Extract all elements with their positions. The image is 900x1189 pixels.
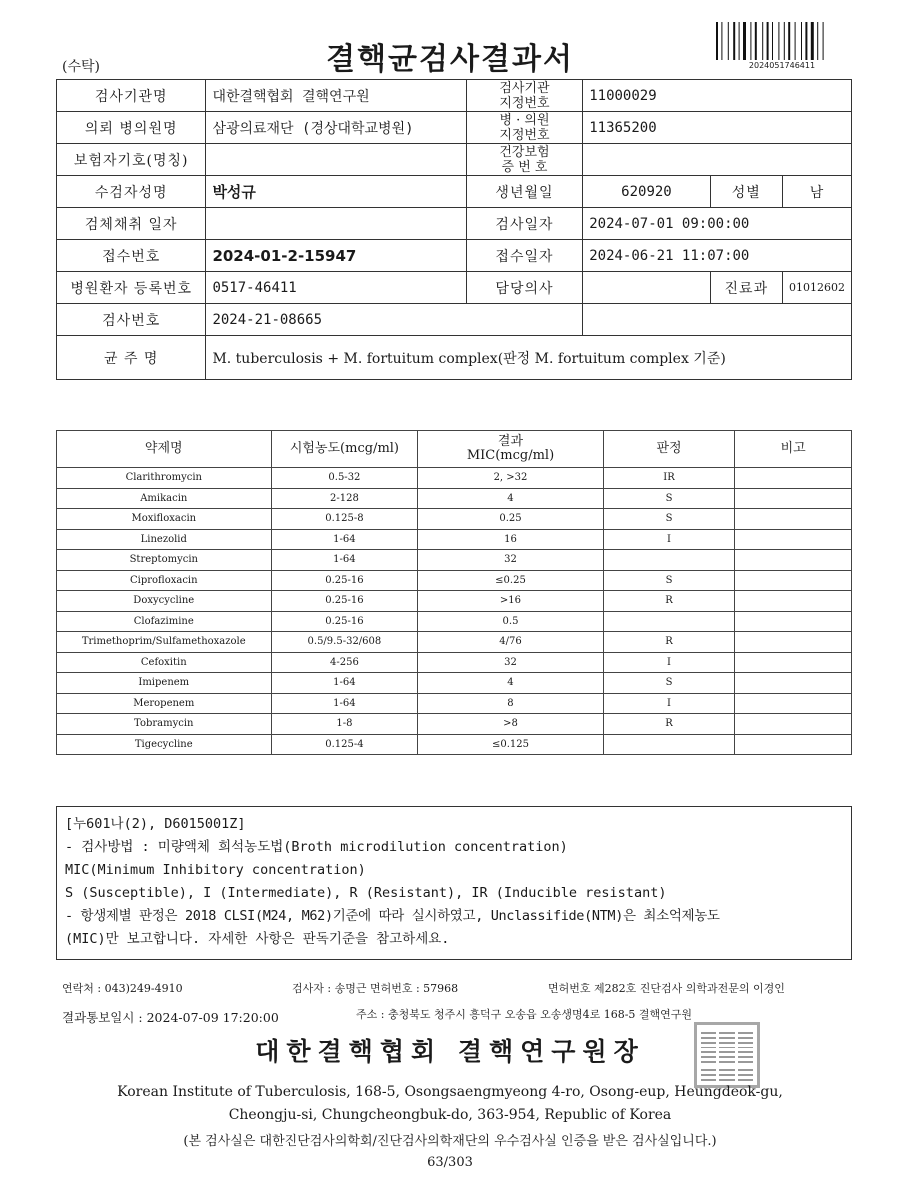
value-institution-code: 11000029 <box>583 80 852 112</box>
cell-interpretation: R <box>603 714 735 735</box>
label-receipt-date: 접수일자 <box>466 240 582 272</box>
cell-interpretation <box>603 734 735 755</box>
page-number: 63/303 <box>427 1155 473 1170</box>
cell-interpretation: R <box>603 632 735 653</box>
label-collection-date: 검체채취 일자 <box>57 208 206 240</box>
header-remarks: 비고 <box>735 431 852 468</box>
cell-interpretation: I <box>603 652 735 673</box>
header-concentration: 시험농도(mcg/ml) <box>271 431 418 468</box>
cell-remarks <box>735 529 852 550</box>
cell-interpretation: S <box>603 509 735 530</box>
cell-concentration: 1-8 <box>271 714 418 735</box>
cell-mic: 2, >32 <box>418 468 603 489</box>
table-row <box>57 570 852 591</box>
barcode <box>716 22 848 70</box>
info-row <box>57 176 852 208</box>
cell-remarks <box>735 591 852 612</box>
info-row <box>57 240 852 272</box>
cell-concentration: 0.25-16 <box>271 611 418 632</box>
cell-interpretation: R <box>603 591 735 612</box>
value-insurer <box>206 144 466 176</box>
cell-mic: >16 <box>418 591 603 612</box>
value-department: 01012602 <box>782 272 851 304</box>
susceptibility-table <box>56 430 852 755</box>
value-institution: 대한결핵협회 결핵연구원 <box>206 80 466 112</box>
label-receipt-number: 접수번호 <box>57 240 206 272</box>
cell-concentration: 0.125-4 <box>271 734 418 755</box>
cell-remarks <box>735 652 852 673</box>
examiner: 검사자 : 송명근 면허번호 : 57968 <box>292 982 459 995</box>
table-row <box>57 611 852 632</box>
cell-concentration: 0.5/9.5-32/608 <box>271 632 418 653</box>
cell-drug: Ciprofloxacin <box>57 570 272 591</box>
table-row <box>57 673 852 694</box>
barcode-graphic <box>716 22 848 60</box>
cell-drug: Clofazimine <box>57 611 272 632</box>
value-birthdate: 620920 <box>583 176 710 208</box>
cell-interpretation: S <box>603 673 735 694</box>
cell-remarks <box>735 570 852 591</box>
cell-mic: ≤0.125 <box>418 734 603 755</box>
label-patient-name: 수검자성명 <box>57 176 206 208</box>
cell-interpretation: S <box>603 570 735 591</box>
cell-drug: Amikacin <box>57 488 272 509</box>
cell-drug: Doxycycline <box>57 591 272 612</box>
value-test-date: 2024-07-01 09:00:00 <box>583 208 852 240</box>
value-insurance-number <box>583 144 852 176</box>
copy-mark: (수탁) <box>62 59 100 75</box>
table-row <box>57 509 852 530</box>
table-row <box>57 734 852 755</box>
info-row <box>57 80 852 112</box>
label-insurer: 보험자기호(명칭) <box>57 144 206 176</box>
table-row <box>57 468 852 489</box>
label-institution: 검사기관명 <box>57 80 206 112</box>
cell-concentration: 0.25-16 <box>271 570 418 591</box>
cell-mic: 8 <box>418 693 603 714</box>
cell-concentration: 4-256 <box>271 652 418 673</box>
cell-mic: 0.5 <box>418 611 603 632</box>
cell-remarks <box>735 714 852 735</box>
cell-mic: 4 <box>418 488 603 509</box>
cell-remarks <box>735 509 852 530</box>
value-strain-name: M. tuberculosis + M. fortuitum complex(판정 M. fortuitum complex 기준) <box>206 336 852 380</box>
info-row <box>57 112 852 144</box>
cell-concentration: 1-64 <box>271 673 418 694</box>
cell-concentration: 0.5-32 <box>271 468 418 489</box>
label-test-number: 검사번호 <box>57 304 206 336</box>
cell-remarks <box>735 734 852 755</box>
cell-drug: Cefoxitin <box>57 652 272 673</box>
table-row <box>57 632 852 653</box>
table-row <box>57 488 852 509</box>
cell-remarks <box>735 550 852 571</box>
cell-mic: 4/76 <box>418 632 603 653</box>
label-department: 진료과 <box>710 272 782 304</box>
table-row <box>57 591 852 612</box>
cell-remarks <box>735 673 852 694</box>
header-interpretation: 판정 <box>603 431 735 468</box>
header-drug: 약제명 <box>57 431 272 468</box>
table-row <box>57 652 852 673</box>
label-doctor: 담당의사 <box>466 272 582 304</box>
address-english-line1: Korean Institute of Tuberculosis, 168-5, Osongsaengmyeong 4-ro, Osong-eup, Heungdeok-gu, <box>117 1084 783 1100</box>
info-row <box>57 336 852 380</box>
barcode-number: 2024051746411 <box>748 61 816 70</box>
susceptibility-header-row <box>57 431 852 468</box>
cell-remarks <box>735 468 852 489</box>
label-registration-number: 병원환자 등록번호 <box>57 272 206 304</box>
note-line: S (Susceptible), I (Intermediate), R (Resistant), IR (Inducible resistant) <box>65 885 667 901</box>
table-row <box>57 714 852 735</box>
table-row <box>57 693 852 714</box>
cell-interpretation: I <box>603 693 735 714</box>
cell-concentration: 1-64 <box>271 693 418 714</box>
address-english-line2: Cheongju-si, Chungcheongbuk-do, 363-954, Republic of Korea <box>228 1107 672 1123</box>
cell-drug: Linezolid <box>57 529 272 550</box>
value-test-number: 2024-21-08665 <box>206 304 583 336</box>
value-collection-date <box>206 208 466 240</box>
value-referring-hospital: 삼광의료재단 (경상대학교병원) <box>206 112 466 144</box>
cell-concentration: 2-128 <box>271 488 418 509</box>
info-row <box>57 144 852 176</box>
cell-concentration: 1-64 <box>271 550 418 571</box>
label-birthdate: 생년월일 <box>466 176 582 208</box>
note-line: [누601나(2), D6015001Z] <box>65 816 246 832</box>
value-hospital-code: 11365200 <box>583 112 852 144</box>
specialist: 면허번호 제282호 진단검사 의학과전문의 이경인 <box>548 982 785 995</box>
value-registration-number: 0517-46411 <box>206 272 466 304</box>
certification-note: (본 검사실은 대한진단검사의학회/진단검사의학재단의 우수검사실 인증을 받은 검사실입니다.) <box>183 1134 717 1149</box>
label-institution-code: 검사기관 지정번호 <box>466 80 582 112</box>
cell-drug: Clarithromycin <box>57 468 272 489</box>
value-receipt-number: 2024-01-2-15947 <box>206 240 466 272</box>
table-row <box>57 550 852 571</box>
cell-mic: 0.25 <box>418 509 603 530</box>
cell-drug: Imipenem <box>57 673 272 694</box>
cell-remarks <box>735 693 852 714</box>
value-sex: 남 <box>782 176 851 208</box>
cell-interpretation <box>603 611 735 632</box>
cell-interpretation: IR <box>603 468 735 489</box>
cell-mic: 32 <box>418 652 603 673</box>
cell-mic: 4 <box>418 673 603 694</box>
label-sex: 성별 <box>710 176 782 208</box>
cell-interpretation: I <box>603 529 735 550</box>
info-row <box>57 272 852 304</box>
cell-mic: ≤0.25 <box>418 570 603 591</box>
note-line: (MIC)만 보고합니다. 자세한 사항은 판독기준을 참고하세요. <box>65 931 450 947</box>
value-receipt-date: 2024-06-21 11:07:00 <box>583 240 852 272</box>
note-line: MIC(Minimum Inhibitory concentration) <box>65 862 366 878</box>
cell-drug: Streptomycin <box>57 550 272 571</box>
label-referring-hospital: 의뢰 병의원명 <box>57 112 206 144</box>
cell-interpretation <box>603 550 735 571</box>
cell-mic: 16 <box>418 529 603 550</box>
notes-box <box>56 806 852 960</box>
cell-mic: >8 <box>418 714 603 735</box>
cell-drug: Trimethoprim/Sulfamethoxazole <box>57 632 272 653</box>
label-test-date: 검사일자 <box>466 208 582 240</box>
label-insurance-number: 건강보험 증 번 호 <box>466 144 582 176</box>
cell-remarks <box>735 632 852 653</box>
patient-info-table <box>56 79 852 380</box>
cell-concentration: 0.25-16 <box>271 591 418 612</box>
cell-concentration: 1-64 <box>271 529 418 550</box>
cell-interpretation: S <box>603 488 735 509</box>
cell-drug: Moxifloxacin <box>57 509 272 530</box>
institute-name: 대한결핵협회 결핵연구원장 <box>255 1037 645 1066</box>
value-doctor <box>583 272 710 304</box>
cell-remarks <box>735 611 852 632</box>
label-strain-name: 균 주 명 <box>57 336 206 380</box>
header-mic: 결과 MIC(mcg/ml) <box>418 431 603 468</box>
document-title: 결핵균검사결과서 <box>326 42 574 77</box>
empty-cell <box>583 304 852 336</box>
info-row <box>57 208 852 240</box>
info-row <box>57 304 852 336</box>
cell-drug: Tobramycin <box>57 714 272 735</box>
cell-mic: 32 <box>418 550 603 571</box>
notify-datetime: 결과통보일시 : 2024-07-09 17:20:00 <box>62 1010 279 1025</box>
table-row <box>57 529 852 550</box>
cell-remarks <box>735 488 852 509</box>
address-korean: 주소 : 충청북도 청주시 흥덕구 오송읍 오송생명4로 168-5 결핵연구원 <box>356 1008 693 1021</box>
note-line: - 검사방법 : 미량액체 희석농도법(Broth microdilution concentration) <box>65 839 568 855</box>
note-line: - 항생제별 판정은 2018 CLSI(M24, M62)기준에 따라 실시하였고, Unclassifide(NTM)은 최소억제농도 <box>65 908 720 924</box>
cell-concentration: 0.125-8 <box>271 509 418 530</box>
contact: 연락처 : 043)249-4910 <box>62 982 183 995</box>
value-patient-name: 박성규 <box>206 176 466 208</box>
cell-drug: Tigecycline <box>57 734 272 755</box>
label-hospital-code: 병 · 의원 지정번호 <box>466 112 582 144</box>
cell-drug: Meropenem <box>57 693 272 714</box>
